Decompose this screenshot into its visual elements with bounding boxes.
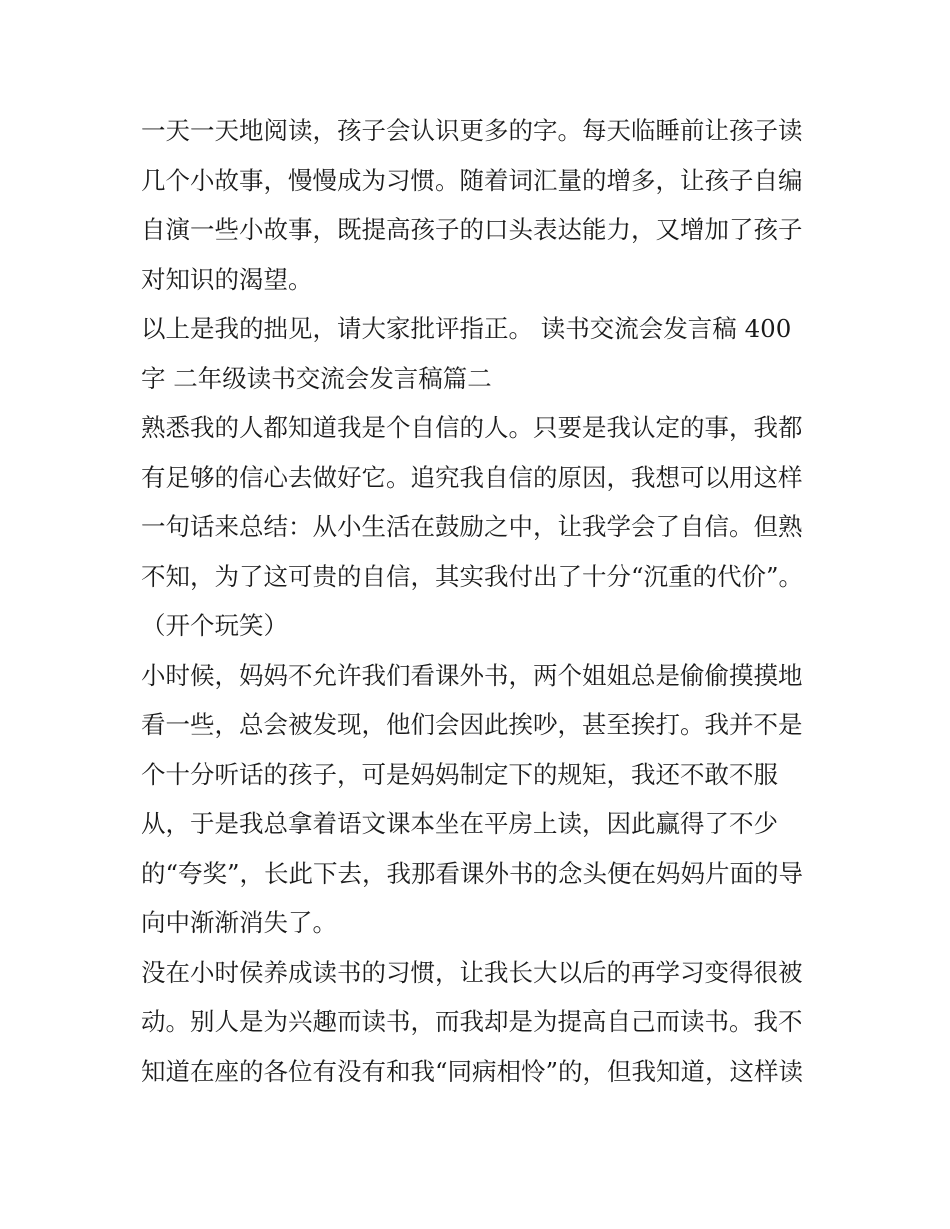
text-line: 看一些，总会被发现，他们会因此挨吵，甚至挨打。我并不是 xyxy=(141,710,803,739)
text-line: 动。别人是为兴趣而读书，而我却是为提高自己而读书。我不 xyxy=(141,1007,803,1036)
text-line: 字 二年级读书交流会发言稿篇二 xyxy=(141,363,492,393)
text-line: 个十分听话的孩子，可是妈妈制定下的规矩，我还不敢不服 xyxy=(141,759,778,789)
text-line: 向中渐渐消失了。 xyxy=(141,908,337,937)
text-line: 不知，为了这可贵的自信，其实我付出了十分“沉重的代价”。 xyxy=(141,561,804,591)
text-line: 从，于是我总拿着语文课本坐在平房上读，因此赢得了不少 xyxy=(141,809,778,838)
text-line: 几个小故事，慢慢成为习惯。随着词汇量的增多，让孩子自编 xyxy=(141,165,803,195)
body-text xyxy=(141,106,821,1096)
text-line: 知道在座的各位有没有和我“同病相怜”的，但我知道，这样读 xyxy=(141,1056,804,1086)
text-line: 熟悉我的人都知道我是个自信的人。只要是我认定的事，我都 xyxy=(141,413,803,442)
text-line: 小时候，妈妈不允许我们看课外书，两个姐姐总是偷偷摸摸地 xyxy=(141,660,803,690)
text-line: 对知识的渴望。 xyxy=(141,264,313,294)
text-line: 自演一些小故事，既提高孩子的口头表达能力，又增加了孩子 xyxy=(141,215,803,244)
text-line: （开个玩笑） xyxy=(141,611,288,640)
text-line: 一天一天地阅读，孩子会认识更多的字。每天临睡前让孩子读 xyxy=(141,116,803,145)
text-line: 以上是我的拙见，请大家批评指正。 读书交流会发言稿 400 xyxy=(141,314,792,343)
text-line: 的“夸奖”，长此下去，我那看课外书的念头便在妈妈片面的导 xyxy=(141,858,804,888)
text-line: 一句话来总结：从小生活在鼓励之中，让我学会了自信。但熟 xyxy=(141,512,803,541)
text-line: 没在小时侯养成读书的习惯，让我长大以后的再学习变得很被 xyxy=(141,957,803,987)
text-line: 有足够的信心去做好它。追究我自信的原因，我想可以用这样 xyxy=(141,462,803,492)
